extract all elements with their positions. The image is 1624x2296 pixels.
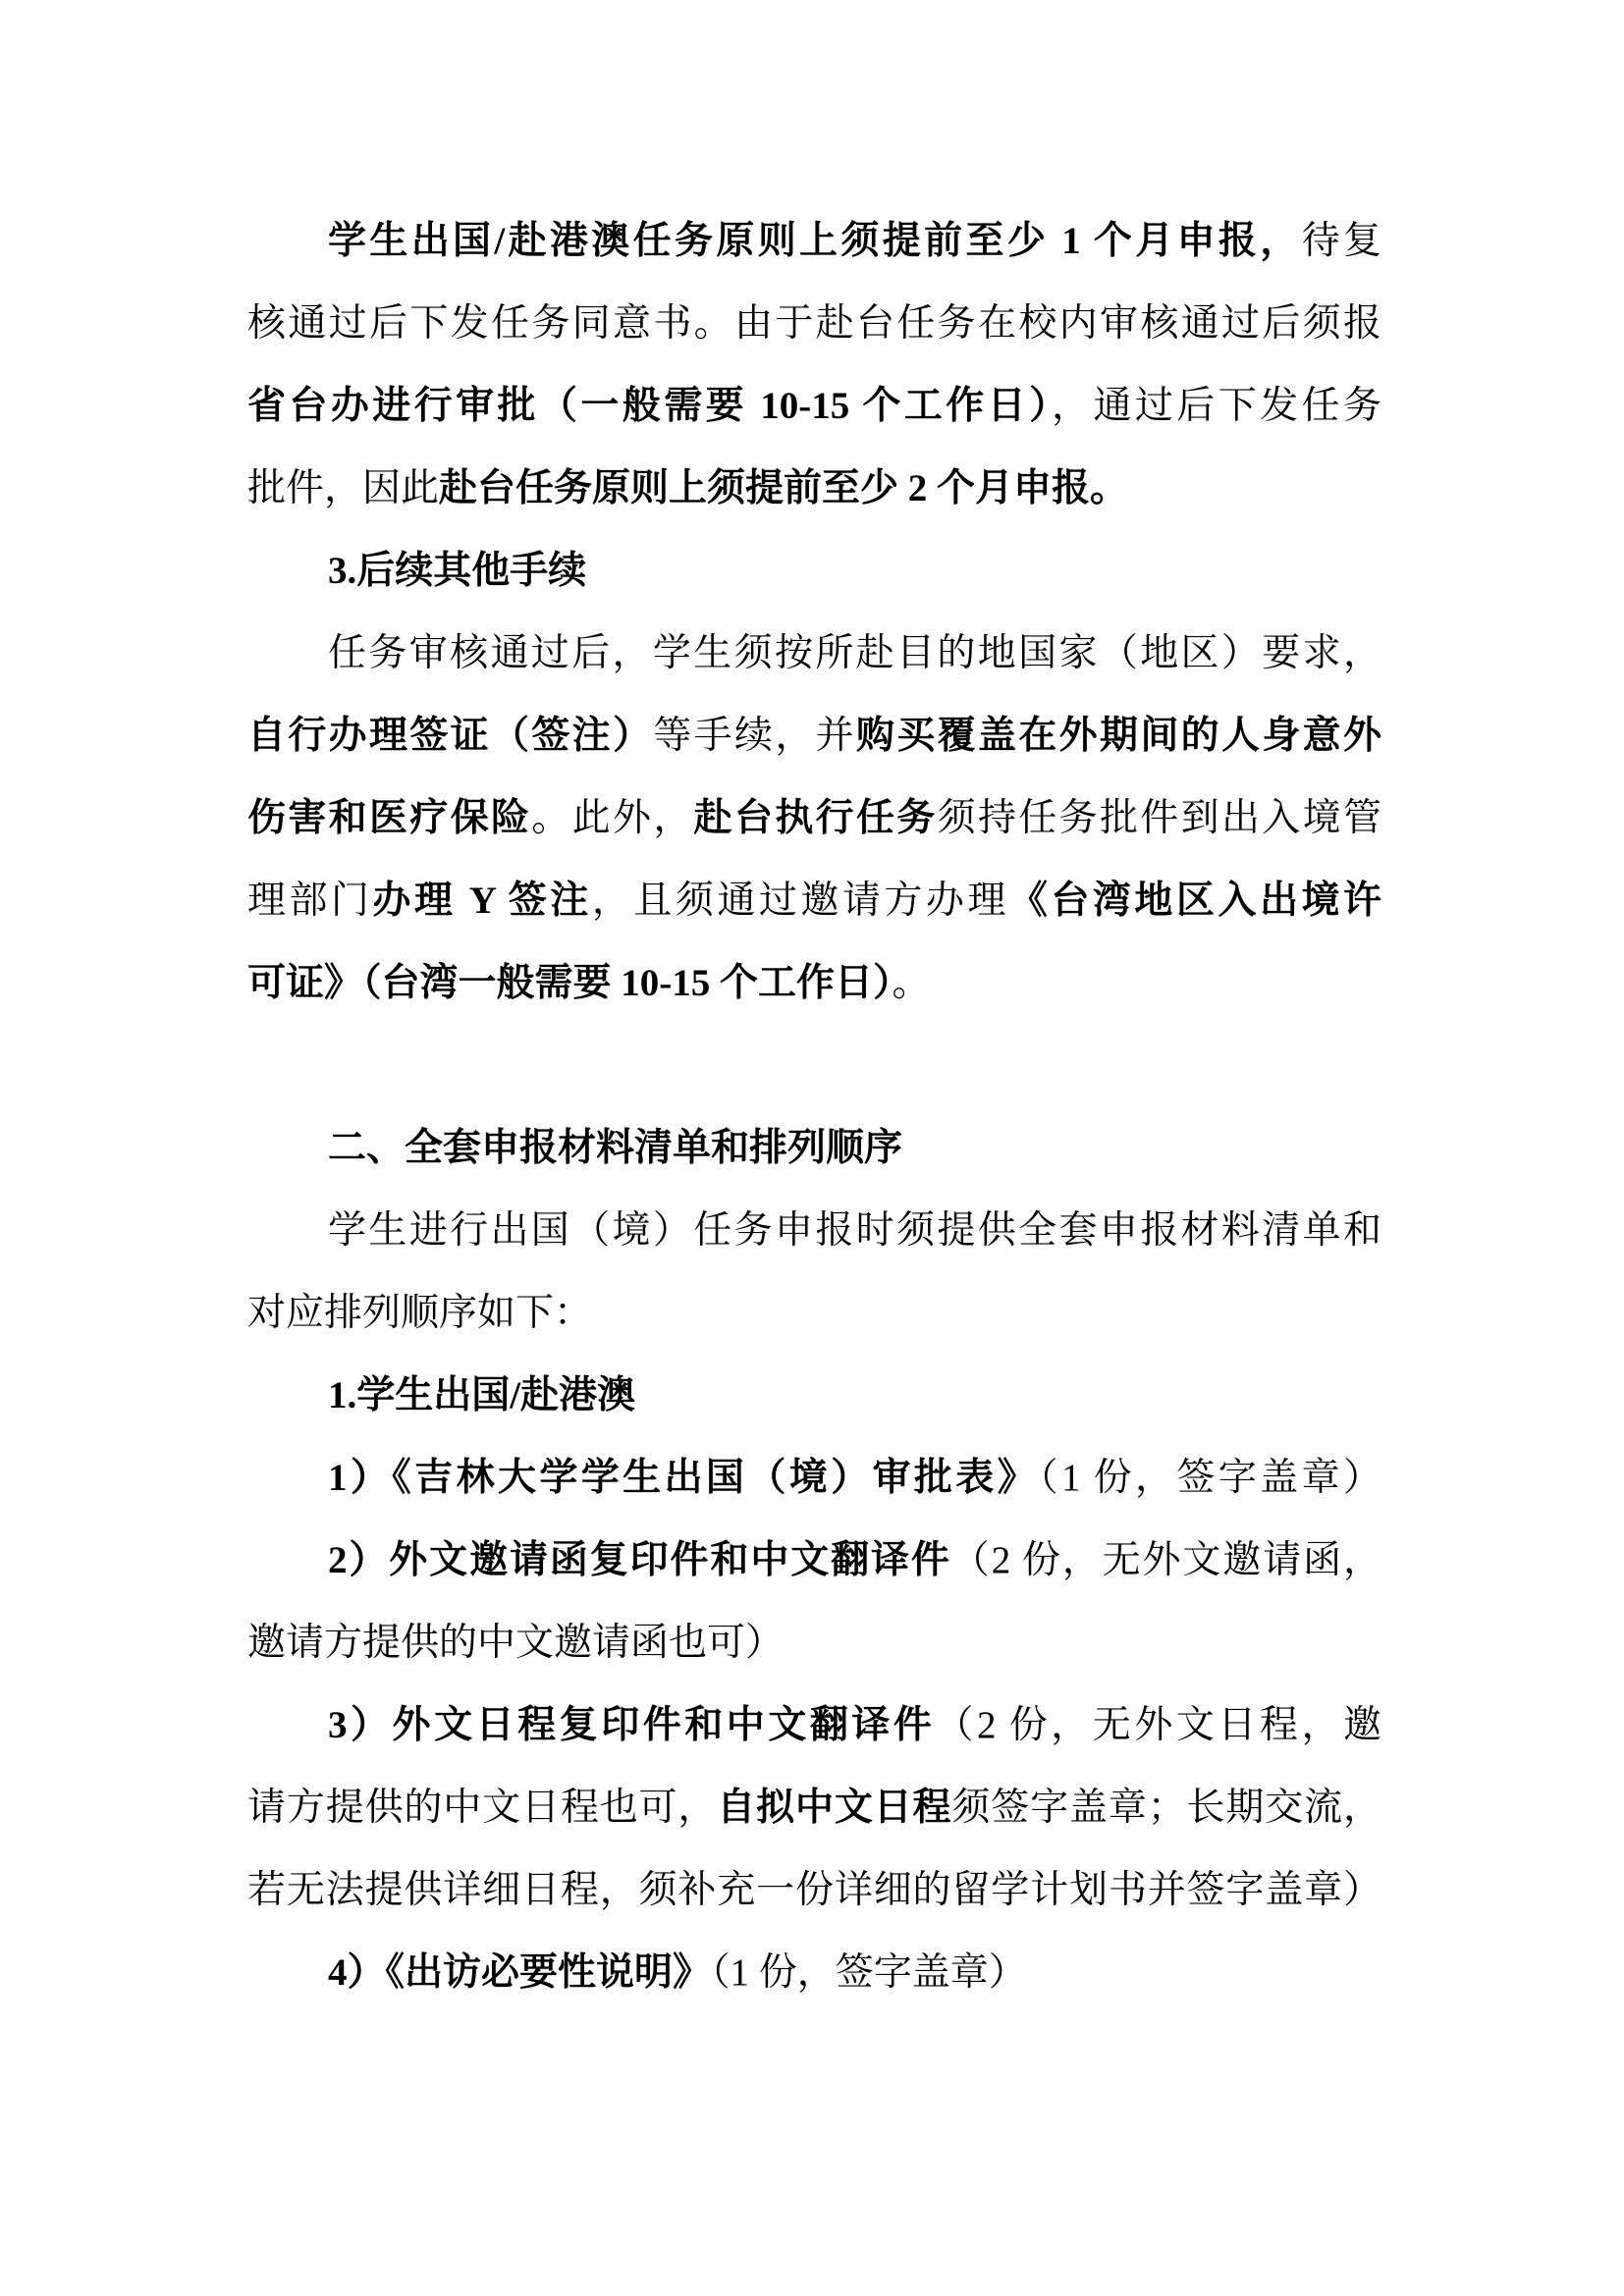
text-line (247, 942, 1381, 1025)
bold-text-span: 2）外文邀请函复印件和中文翻译件 (328, 1539, 951, 1581)
bold-text-span: 二、全套申报材料清单和排列顺序 (328, 1127, 903, 1169)
text-span: （2 份，无外文日程，邀 (935, 1704, 1381, 1746)
text-span: 等手续，并 (653, 715, 856, 757)
text-line (247, 1190, 1381, 1272)
text-span: 理部门 (247, 880, 373, 922)
text-line (247, 777, 1381, 860)
text-span: 须签字盖章；长期交流， (951, 1787, 1381, 1829)
text-span: 对应排列顺序如下： (247, 1292, 593, 1334)
bold-text-span: 3）外文日程复印件和中文翻译件 (328, 1704, 936, 1746)
blank-line (247, 1025, 1381, 1107)
text-span: （2 份，无外文邀请函， (950, 1539, 1381, 1581)
text-line (247, 200, 1381, 283)
text-line (247, 613, 1381, 695)
text-span: ，且须通过邀请方办理 (591, 880, 1009, 922)
text-span: 。此外， (531, 797, 694, 839)
text-span: 邀请方提供的中文邀请函也可） (247, 1622, 785, 1664)
bold-text-span: 办理 Y 签注 (372, 880, 592, 922)
text-span: （1 份，签字盖章） (1039, 1457, 1381, 1499)
text-line (247, 530, 1381, 613)
bold-text-span: 1.学生出国/赴港澳 (328, 1374, 636, 1416)
text-line (247, 695, 1381, 777)
text-line (247, 365, 1381, 448)
bold-text-span: 赴台执行任务 (693, 797, 938, 839)
text-span: 。 (892, 962, 931, 1004)
text-span: 任务审核通过后，学生须按所赴目的地国家（地区）要求， (328, 632, 1381, 674)
text-line (247, 283, 1381, 365)
text-line (247, 1849, 1381, 1932)
text-line (247, 1272, 1381, 1355)
bold-text-span: 购买覆盖在外期间的人身意外 (856, 715, 1381, 757)
bold-text-span: 自拟中文日程 (717, 1787, 952, 1829)
bold-text-span: 自行办理签证（签注） (247, 715, 654, 757)
text-line (247, 1932, 1381, 2014)
bold-text-span: 省台办进行审批（一般需要 10-15 个工作日） (247, 385, 1053, 427)
text-line (247, 448, 1381, 530)
bold-text-span: 1）《吉林大学学生出国（境）审批表》 (328, 1457, 1040, 1499)
text-span: 请方提供的中文日程也可， (247, 1787, 718, 1829)
text-line (247, 1684, 1381, 1767)
text-line (247, 1107, 1381, 1190)
text-line (247, 1767, 1381, 1849)
text-span: 若无法提供详细日程，须补充一份详细的留学计划书并签字盖章） (247, 1869, 1381, 1911)
text-line (247, 1602, 1381, 1684)
text-span: 待复 (1301, 220, 1381, 262)
text-span: 批件，因此 (247, 467, 440, 509)
text-line (247, 1355, 1381, 1437)
bold-text-span: 学生出国/赴港澳任务原则上须提前至少 1 个月申报， (328, 220, 1302, 262)
text-span: 核通过后下发任务同意书。由于赴台任务在校内审核通过后须报 (247, 302, 1381, 345)
bold-text-span: 4）《出访必要性说明》 (328, 1951, 712, 1994)
text-span: 须持任务批件到出入境管 (937, 797, 1381, 839)
text-line (247, 1437, 1381, 1520)
text-block (247, 200, 1381, 2014)
text-span: （1 份，签字盖章） (711, 1951, 1027, 1994)
bold-text-span: 《台湾地区入出境许 (1008, 880, 1381, 922)
bold-text-span: 赴台任务原则上须提前至少 2 个月申报。 (439, 467, 1129, 509)
text-span: 学生进行出国（境）任务申报时须提供全套申报材料清单和 (328, 1209, 1381, 1252)
bold-text-span: 3.后续其他手续 (328, 550, 587, 592)
text-span: ，通过后下发任务 (1052, 385, 1381, 427)
text-line (247, 1520, 1381, 1602)
bold-text-span: 伤害和医疗保险 (247, 797, 532, 839)
text-line (247, 860, 1381, 942)
bold-text-span: 可证》（台湾一般需要 10-15 个工作日） (247, 962, 893, 1004)
